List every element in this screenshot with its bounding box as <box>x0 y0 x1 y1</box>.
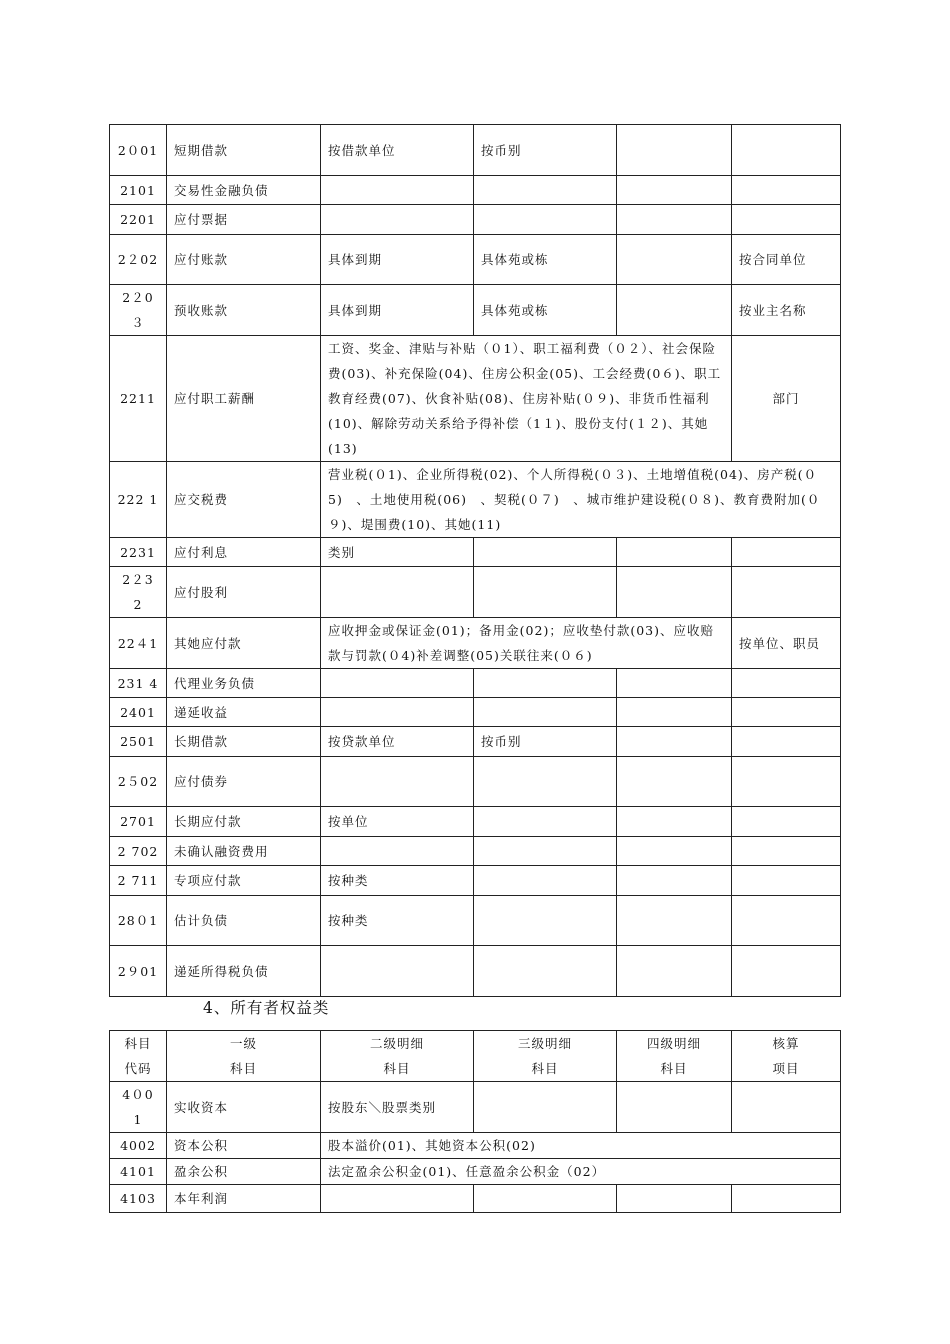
account-name: 长期借款 <box>167 727 321 757</box>
table-row <box>110 896 841 946</box>
level2-detail: 应收押金或保证金(01)；备用金(02)；应收垫付款(03)、应收赔款与罚款(０4)补差调整(05)关联往来(０６) <box>321 618 732 669</box>
account-name: 短期借款 <box>167 125 321 176</box>
account-name: 专项应付款 <box>167 866 321 896</box>
accounting-item <box>732 176 841 205</box>
account-code: 2701 <box>110 807 167 837</box>
account-name: 应付股利 <box>167 567 321 618</box>
table-row <box>110 1133 841 1159</box>
level3-detail: 按币别 <box>474 727 617 757</box>
accounting-item <box>732 757 841 807</box>
accounting-item <box>732 538 841 567</box>
level4-detail <box>617 285 732 336</box>
account-code: 2101 <box>110 176 167 205</box>
level4-detail <box>617 896 732 946</box>
level2-detail <box>321 946 474 997</box>
account-code: 231 4 <box>110 669 167 698</box>
level3-detail <box>474 896 617 946</box>
level3-detail <box>474 567 617 618</box>
account-name: 预收账款 <box>167 285 321 336</box>
level4-detail <box>617 1082 732 1133</box>
level4-detail <box>617 727 732 757</box>
table-row <box>110 866 841 896</box>
account-name: 估计负债 <box>167 896 321 946</box>
header-level3: 三级明细 科目 <box>474 1031 617 1082</box>
accounting-item <box>732 1082 841 1133</box>
level4-detail <box>617 538 732 567</box>
level2-detail <box>321 1185 474 1213</box>
header-level2: 二级明细 科目 <box>321 1031 474 1082</box>
account-code: 4101 <box>110 1159 167 1185</box>
level3-detail: 具体苑或栋 <box>474 235 617 285</box>
level3-detail <box>474 205 617 235</box>
level2-detail <box>321 176 474 205</box>
table-row <box>110 125 841 176</box>
account-name: 本年利润 <box>167 1185 321 1213</box>
account-code: 2２3 2 <box>110 567 167 618</box>
level4-detail <box>617 757 732 807</box>
level4-detail <box>617 205 732 235</box>
table-row <box>110 1082 841 1133</box>
level3-detail <box>474 538 617 567</box>
level4-detail <box>617 807 732 837</box>
account-code: 2211 <box>110 336 167 462</box>
level2-detail: 具体到期 <box>321 285 474 336</box>
account-code: 2２0３ <box>110 285 167 336</box>
account-name: 应付票据 <box>167 205 321 235</box>
level4-detail <box>617 837 732 866</box>
account-name: 应付职工薪酬 <box>167 336 321 462</box>
account-name: 递延收益 <box>167 698 321 727</box>
level2-detail <box>321 757 474 807</box>
account-name: 未确认融资费用 <box>167 837 321 866</box>
account-name: 代理业务负债 <box>167 669 321 698</box>
level3-detail <box>474 866 617 896</box>
table-row <box>110 462 841 538</box>
table-row <box>110 757 841 807</box>
level3-detail <box>474 176 617 205</box>
accounting-item <box>732 727 841 757</box>
level2-detail <box>321 837 474 866</box>
table-row <box>110 1159 841 1185</box>
level2-detail <box>321 698 474 727</box>
account-code: 222 1 <box>110 462 167 538</box>
account-code: 4002 <box>110 1133 167 1159</box>
level3-detail <box>474 1082 617 1133</box>
account-code: 2201 <box>110 205 167 235</box>
accounting-item: 按单位、职员 <box>732 618 841 669</box>
level3-detail <box>474 1185 617 1213</box>
table-row <box>110 235 841 285</box>
accounting-item <box>732 896 841 946</box>
table-row <box>110 176 841 205</box>
level4-detail <box>617 176 732 205</box>
level2-detail: 按借款单位 <box>321 125 474 176</box>
table-row <box>110 807 841 837</box>
account-code: 2401 <box>110 698 167 727</box>
accounting-item <box>732 866 841 896</box>
level3-detail <box>474 757 617 807</box>
account-name: 递延所得税负债 <box>167 946 321 997</box>
accounting-item <box>732 125 841 176</box>
level3-detail <box>474 669 617 698</box>
account-code: 2501 <box>110 727 167 757</box>
level4-detail <box>617 235 732 285</box>
level4-detail <box>617 669 732 698</box>
header-code: 科目 代码 <box>110 1031 167 1082</box>
account-code: 22４1 <box>110 618 167 669</box>
level2-detail: 类别 <box>321 538 474 567</box>
equity-table <box>109 1030 841 1213</box>
accounting-item <box>732 669 841 698</box>
account-code: 2９01 <box>110 946 167 997</box>
level4-detail <box>617 567 732 618</box>
level4-detail <box>617 1185 732 1213</box>
level3-detail <box>474 837 617 866</box>
level3-detail <box>474 946 617 997</box>
account-name: 应付账款 <box>167 235 321 285</box>
accounting-item <box>732 807 841 837</box>
level3-detail <box>474 698 617 727</box>
account-name: 长期应付款 <box>167 807 321 837</box>
account-name: 应交税费 <box>167 462 321 538</box>
level2-detail: 按种类 <box>321 896 474 946</box>
header-level4: 四级明细 科目 <box>617 1031 732 1082</box>
account-code: 2231 <box>110 538 167 567</box>
level4-detail <box>617 125 732 176</box>
table-row <box>110 285 841 336</box>
level2-detail: 法定盈余公积金(01)、任意盈余公积金（02） <box>321 1159 841 1185</box>
account-code: 2２02 <box>110 235 167 285</box>
accounting-item <box>732 1185 841 1213</box>
account-code: 2 702 <box>110 837 167 866</box>
account-name: 盈余公积 <box>167 1159 321 1185</box>
accounting-item: 部门 <box>732 336 841 462</box>
level2-detail <box>321 669 474 698</box>
level2-detail: 按单位 <box>321 807 474 837</box>
level2-detail <box>321 567 474 618</box>
account-code: 4０0 1 <box>110 1082 167 1133</box>
level4-detail <box>617 698 732 727</box>
section-heading: 4、所有者权益类 <box>203 999 330 1017</box>
table-row <box>110 837 841 866</box>
header-accounting-item: 核算 项目 <box>732 1031 841 1082</box>
accounting-item <box>732 946 841 997</box>
table-row <box>110 567 841 618</box>
table-row <box>110 727 841 757</box>
level2-detail: 工资、奖金、津贴与补贴（０1）、职工福利费（０２）、社会保险费(03)、补充保险(04)、住房公积金(05)、工会经费(0６)、职工教育经费(07)、伙食补贴(08)、住房补贴(０９)、非货币性福利(10)、解除劳动关系给予得补偿（1１)、股份支付(１２)、其她(13) <box>321 336 732 462</box>
account-code: 4103 <box>110 1185 167 1213</box>
account-code: 2 711 <box>110 866 167 896</box>
table-row <box>110 618 841 669</box>
level2-detail: 营业税(０1)、企业所得税(02)、个人所得税(０３)、土地增值税(04)、房产税(０5) 、土地使用税(06) 、契税(０７) 、城市维护建设税(０８)、教育费附加(０９)、堤围费(10)、其她(11) <box>321 462 841 538</box>
account-name: 应付债券 <box>167 757 321 807</box>
account-name: 资本公积 <box>167 1133 321 1159</box>
level2-detail: 具体到期 <box>321 235 474 285</box>
level2-detail: 按股东＼股票类别 <box>321 1082 474 1133</box>
liabilities-table <box>109 124 841 997</box>
table-row <box>110 1185 841 1213</box>
level3-detail: 按币别 <box>474 125 617 176</box>
accounting-item <box>732 567 841 618</box>
table-row <box>110 538 841 567</box>
level2-detail: 按种类 <box>321 866 474 896</box>
table-row <box>110 669 841 698</box>
account-code: 2０01 <box>110 125 167 176</box>
level3-detail: 具体苑或栋 <box>474 285 617 336</box>
accounting-item <box>732 698 841 727</box>
level4-detail <box>617 946 732 997</box>
account-name: 应付利息 <box>167 538 321 567</box>
table-header-row <box>110 1031 841 1082</box>
account-code: 2５02 <box>110 757 167 807</box>
account-name: 实收资本 <box>167 1082 321 1133</box>
table-row <box>110 698 841 727</box>
account-name: 交易性金融负债 <box>167 176 321 205</box>
accounting-item <box>732 837 841 866</box>
level2-detail: 股本溢价(01)、其她资本公积(02) <box>321 1133 841 1159</box>
level2-detail <box>321 205 474 235</box>
level2-detail: 按贷款单位 <box>321 727 474 757</box>
level4-detail <box>617 866 732 896</box>
table-row <box>110 205 841 235</box>
level3-detail <box>474 807 617 837</box>
accounting-item: 按业主名称 <box>732 285 841 336</box>
header-level1: 一级 科目 <box>167 1031 321 1082</box>
accounting-item <box>732 205 841 235</box>
table-row <box>110 336 841 462</box>
account-code: 28０1 <box>110 896 167 946</box>
account-name: 其她应付款 <box>167 618 321 669</box>
accounting-item: 按合同单位 <box>732 235 841 285</box>
table-row <box>110 946 841 997</box>
